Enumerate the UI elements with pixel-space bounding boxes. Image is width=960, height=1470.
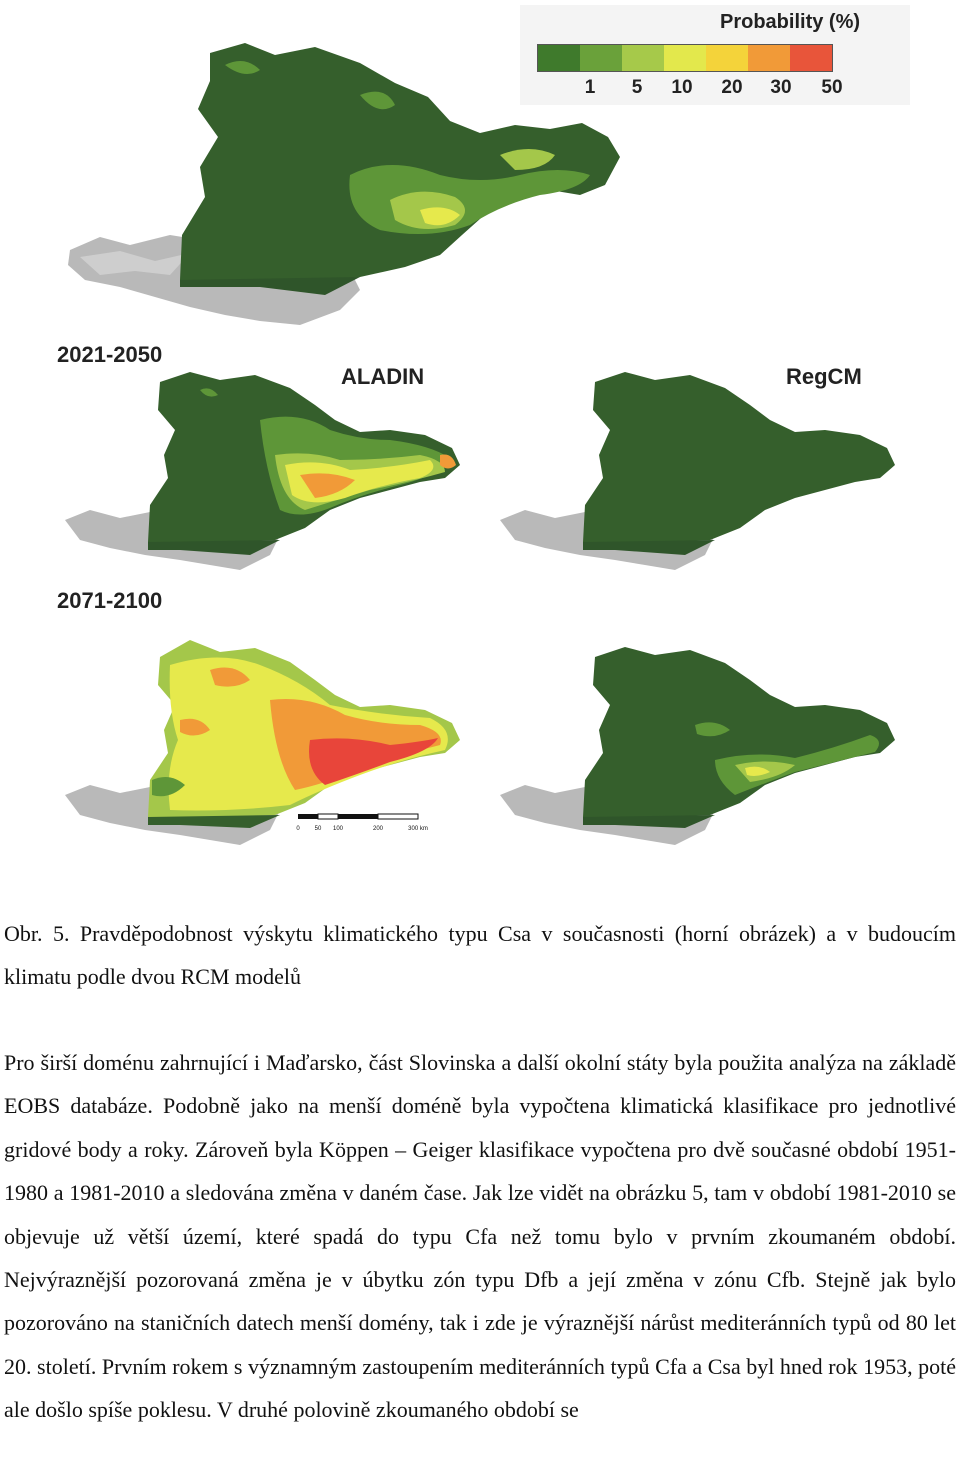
scale-label: 200: [372, 826, 384, 832]
scale-label: 0: [296, 826, 300, 832]
scale-label: 50: [314, 826, 322, 832]
legend-swatch: [706, 45, 748, 71]
period-label-2021-2050: 2021-2050: [57, 342, 163, 367]
legend-swatch: [748, 45, 790, 71]
legend-tick: 20: [721, 77, 743, 98]
period-label-2071-2100: 2071-2100: [57, 588, 163, 613]
body-paragraph: Pro širší doménu zahrnující i Maďarsko, část Slovinska a další okolní státy byla použita analýza na základě EOBS databáze. Podobně jako na menší doméně byla vypočtena klimatická klasifikace pro jednotlivé gridové body a roky. Zároveň byla Köppen – Geiger klasifikace vypočtena pro dvě současné období 1951-1980 a 1981-2010 a sledována změna v daném čase. Jak lze vidět na obrázku 5, tam v období 1981-2010 se objevuje už větší území, které spadá do typu Cfa než tomu bylo v prvním zkoumaném období. Nejvýraznější pozorovaná změna je v úbytku zón typu Dfb a její změna v zónu Cfb. Stejně jak bylo pozorováno na staničních datech menší domény, tak i zde je výraznější nárůst mediteránních typů od 80 let 20. století. Prvním rokem s významným zastoupením mediteránních typů Cfa a Csa byl hned rok 1953, poté ale došlo spíše poklesu. V druhé polovině zkoumaného období se: [4, 1050, 956, 1423]
scale-bar: [296, 808, 446, 838]
legend-title: Probability (%): [720, 11, 861, 33]
legend-swatch: [790, 45, 832, 71]
map-regcm-2021-2050: [495, 360, 905, 575]
model-label-regcm: RegCM: [786, 364, 862, 389]
map-regcm-2071-2100: [495, 630, 905, 850]
legend-swatch: [664, 45, 706, 71]
scale-label: 300 km: [408, 826, 428, 832]
legend-tick: 50: [821, 77, 843, 98]
map-present: [60, 25, 640, 330]
legend-tick: 5: [631, 77, 643, 98]
legend-tick: 10: [671, 77, 693, 98]
legend-tick: 30: [770, 77, 792, 98]
scale-label: 100: [332, 826, 344, 832]
model-label-aladin: ALADIN: [341, 364, 425, 389]
map-aladin-2021-2050: [60, 360, 470, 575]
figure-caption: Obr. 5. Pravděpodobnost výskytu klimatického typu Csa v současnosti (horní obrázek) a v budoucím klimatu podle dvou RCM modelů: [4, 921, 956, 989]
legend-tick: 1: [584, 77, 596, 98]
